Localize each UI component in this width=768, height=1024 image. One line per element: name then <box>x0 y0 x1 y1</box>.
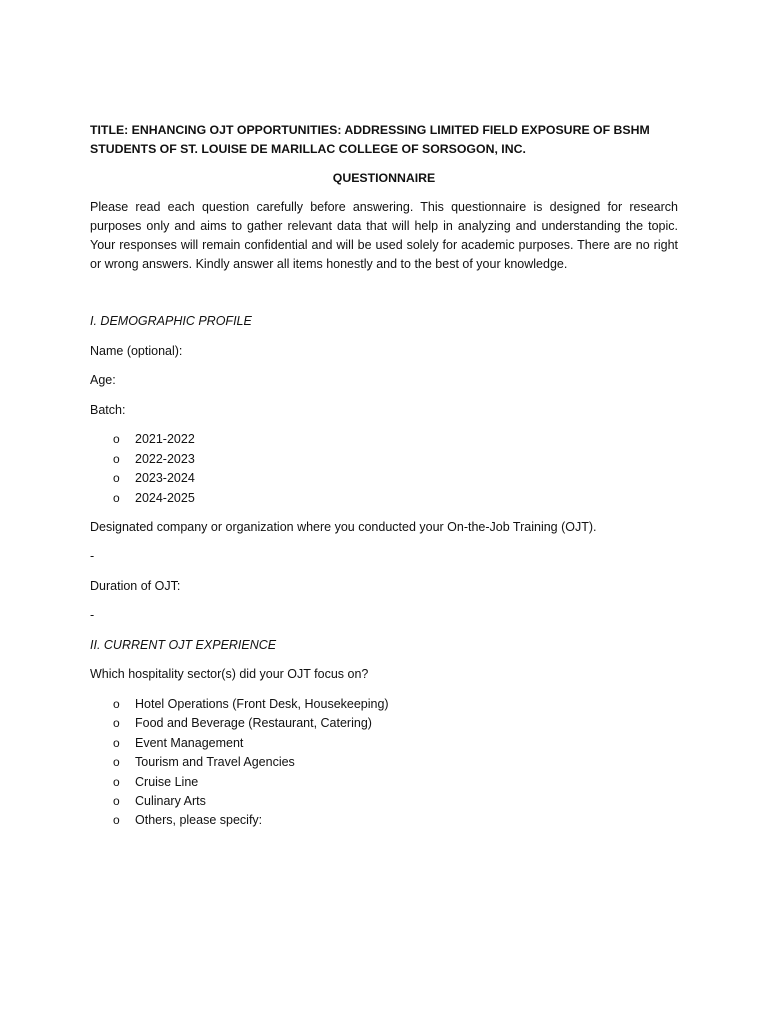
sector-option: Hotel Operations (Front Desk, Housekeeping) <box>135 696 389 711</box>
questionnaire-heading: QUESTIONNAIRE <box>332 171 436 185</box>
bullet-glyph: o <box>113 451 120 466</box>
sector-option: Tourism and Travel Agencies <box>135 755 295 770</box>
list-item <box>90 469 678 488</box>
batch-option: 2024-2025 <box>135 490 195 505</box>
sector-option: Culinary Arts <box>135 793 206 808</box>
bullet-glyph: o <box>113 696 120 711</box>
sector-question: Which hospitality sector(s) did your OJT focus on? <box>90 667 369 682</box>
section-ojt-experience-heading: II. CURRENT OJT EXPERIENCE <box>90 637 277 652</box>
bullet-glyph: o <box>113 793 120 808</box>
intro-paragraph: Please read each question carefully before answering. This questionnaire is designed for research purposes only and aims to gather relevant data that will help in analyzing and understanding the topic. Your responses will remain confidential and will be used solely for academic purposes. There are no right or wrong answers. Kindly answer all items honestly and to the best of your knowledge. <box>90 199 678 272</box>
list-item <box>90 695 678 714</box>
sector-option: Event Management <box>135 735 244 750</box>
bullet-glyph: o <box>113 490 120 505</box>
list-item <box>90 734 678 753</box>
duration-answer: - <box>90 608 95 623</box>
section-demographic-heading: I. DEMOGRAPHIC PROFILE <box>90 314 252 329</box>
batch-option: 2021-2022 <box>135 432 195 447</box>
bullet-glyph: o <box>113 813 120 828</box>
list-item <box>90 450 678 469</box>
bullet-glyph: o <box>113 774 120 789</box>
bullet-glyph: o <box>113 716 120 731</box>
list-item <box>90 753 678 772</box>
sector-option: Others, please specify: <box>135 813 263 828</box>
sector-option: Cruise Line <box>135 774 199 789</box>
company-label: Designated company or organization where you conducted your On-the-Job Training (OJT). <box>90 519 597 534</box>
document-page <box>90 121 678 831</box>
bullet-glyph: o <box>113 471 120 486</box>
bullet-glyph: o <box>113 735 120 750</box>
bullet-glyph: o <box>113 755 120 770</box>
batch-option: 2023-2024 <box>135 471 195 486</box>
sector-options-list <box>90 695 678 831</box>
company-answer: - <box>90 549 95 564</box>
list-item <box>90 489 678 508</box>
batch-label: Batch: <box>90 402 126 417</box>
bullet-glyph: o <box>113 432 120 447</box>
batch-option: 2022-2023 <box>135 451 195 466</box>
list-item <box>90 714 678 733</box>
list-item <box>90 430 678 449</box>
duration-label: Duration of OJT: <box>90 578 181 593</box>
name-label: Name (optional): <box>90 343 183 358</box>
list-item <box>90 792 678 811</box>
list-item <box>90 811 678 830</box>
age-label: Age: <box>90 373 116 388</box>
batch-options-list <box>90 430 678 508</box>
document-title: TITLE: ENHANCING OJT OPPORTUNITIES: ADDRESSING LIMITED FIELD EXPOSURE OF BSHM STUDENTS OF ST. LOUISE DE MARILLAC COLLEGE OF SORSOGON, INC. <box>90 123 650 156</box>
list-item <box>90 773 678 792</box>
sector-option: Food and Beverage (Restaurant, Catering) <box>135 716 372 731</box>
